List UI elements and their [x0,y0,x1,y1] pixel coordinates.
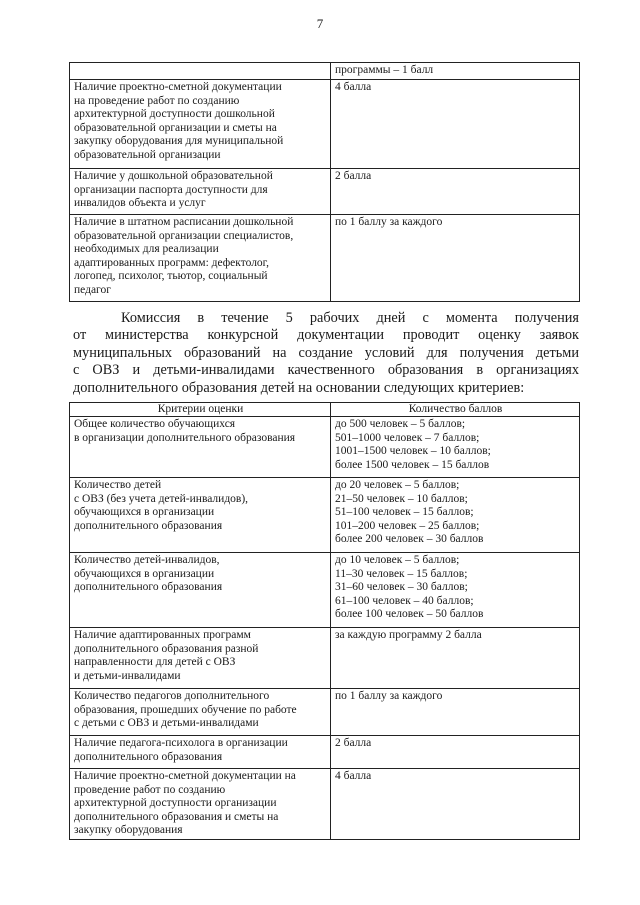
criterion-cell [70,553,331,628]
criterion-line: дополнительного образования [74,750,223,763]
score-line: 101–200 человек – 25 баллов; [335,519,480,532]
paragraph-line: от министерства конкурсной документации проводит оценку заявок [73,327,579,344]
score-cell [331,553,580,628]
criterion-line: с ОВЗ (без учета детей-инвалидов), [74,492,249,505]
score-cell [331,478,580,553]
table-row [70,689,580,736]
score-line: 4 балла [335,81,372,93]
score-cell [331,417,580,478]
criterion-line: на проведение работ по созданию [74,94,240,107]
criterion-line: в организации дополнительного образования [74,431,296,444]
criterion-cell [70,215,331,302]
criterion-line: Количество детей [74,479,162,491]
header-criteria: Критерии оценки [70,403,331,417]
paragraph-line: муниципальных образований на создание условий для получения детьми [73,344,579,361]
criterion-line: Наличие в штатном расписании дошкольной [74,216,294,228]
score-line: 61–100 человек – 40 баллов; [335,594,474,607]
table-row [70,628,580,689]
score-line: за каждую программу 2 балла [335,629,482,641]
criterion-line: обучающихся в организации [74,567,215,580]
score-line: 2 балла [335,170,372,182]
score-cell [331,215,580,302]
score-line: более 200 человек – 30 баллов [335,533,484,546]
paragraph-line: с ОВЗ и детьми-инвалидами качественного образования в организациях [73,362,579,379]
criterion-cell [70,417,331,478]
score-line: 31–60 человек – 30 баллов; [335,581,468,594]
criterion-line: образовательной организации и сметы на [74,121,277,134]
score-cell [331,63,580,80]
score-line: 4 балла [335,770,372,782]
criterion-line: Общее количество обучающихся [74,418,236,430]
criterion-line: адаптированных программ: дефектолог, [74,256,269,269]
criterion-line: Наличие адаптированных программ [74,629,251,641]
score-line: до 20 человек – 5 баллов; [335,479,460,491]
paragraph-line: Комиссия в течение 5 рабочих дней с момента получения [121,310,579,326]
table-row [70,769,580,840]
criterion-line: обучающихся в организации [74,506,215,519]
criterion-line: Количество педагогов дополнительного [74,690,270,702]
paragraph-line: дополнительного образования детей на основании следующих критериев: [73,379,525,396]
table-header-row [70,403,580,417]
table-row [70,478,580,553]
criterion-line: дополнительного образования [74,581,223,594]
criterion-cell [70,769,331,840]
criterion-line: образования, прошедших обучение по работе [74,703,297,716]
score-cell [331,628,580,689]
criterion-line: с детьми с ОВЗ и детьми-инвалидами [74,717,259,730]
score-line: 2 балла [335,737,372,749]
criterion-line: необходимых для реализации [74,243,219,256]
criterion-line: закупку оборудования [74,824,183,837]
score-cell [331,80,580,169]
page-number: 7 [316,16,324,31]
score-line: до 10 человек – 5 баллов; [335,554,460,566]
criterion-line: организации паспорта доступности для [74,183,268,196]
criteria-table-preschool [69,62,580,302]
score-line: 51–100 человек – 15 баллов; [335,506,474,519]
criterion-cell [70,80,331,169]
header-score: Количество баллов [331,403,580,417]
score-line: до 500 человек – 5 баллов; [335,418,466,430]
score-line: более 100 человек – 50 баллов [335,608,484,621]
criterion-line: образовательной организации [74,148,221,161]
score-cell [331,736,580,769]
table-row [70,169,580,215]
table-row [70,80,580,169]
criterion-cell [70,689,331,736]
criterion-line: Наличие проектно-сметной документации [74,81,282,93]
criterion-line: Количество детей-инвалидов, [74,554,220,566]
table-row [70,63,580,80]
criterion-line: архитектурной доступности организации [74,797,277,810]
score-line: по 1 баллу за каждого [335,690,443,702]
criterion-line: образовательной организации специалистов, [74,229,294,242]
criterion-line: проведение работ по созданию [74,783,226,796]
score-cell [331,689,580,736]
score-line: более 1500 человек – 15 баллов [335,458,490,471]
score-line: 11–30 человек – 15 баллов; [335,567,468,580]
criterion-line: закупку оборудования для муниципальной [74,135,284,148]
criterion-cell [70,736,331,769]
score-line: 21–50 человек – 10 баллов; [335,492,468,505]
criterion-line: и детьми-инвалидами [74,669,181,682]
criterion-line: дополнительного образования [74,519,223,532]
commission-paragraph [73,310,579,397]
table-row [70,553,580,628]
criterion-line: педагог [74,283,111,296]
criteria-table-additional-education [69,402,580,840]
score-line: 501–1000 человек – 7 баллов; [335,431,480,444]
criterion-line: дополнительного образования и сметы на [74,810,279,823]
criterion-line: Наличие у дошкольной образовательной [74,170,273,182]
criterion-line: дополнительного образования разной [74,642,259,655]
criterion-line: логопед, психолог, тьютор, социальный [74,270,268,283]
criterion-cell [70,169,331,215]
criterion-line: Наличие педагога-психолога в организации [74,737,288,749]
criterion-line: Наличие проектно-сметной документации на [74,770,296,782]
criterion-cell [70,478,331,553]
criterion-cell [70,63,331,80]
score-line: 1001–1500 человек – 10 баллов; [335,445,491,458]
table-row [70,417,580,478]
table-row [70,736,580,769]
criterion-line: архитектурной доступности дошкольной [74,108,275,121]
score-line: программы – 1 балл [335,64,434,76]
score-line: по 1 баллу за каждого [335,216,443,228]
criterion-line: направленности для детей с ОВЗ [74,656,236,669]
score-cell [331,169,580,215]
criterion-line: инвалидов объекта и услуг [74,197,206,210]
score-cell [331,769,580,840]
table-row [70,215,580,302]
criterion-cell [70,628,331,689]
